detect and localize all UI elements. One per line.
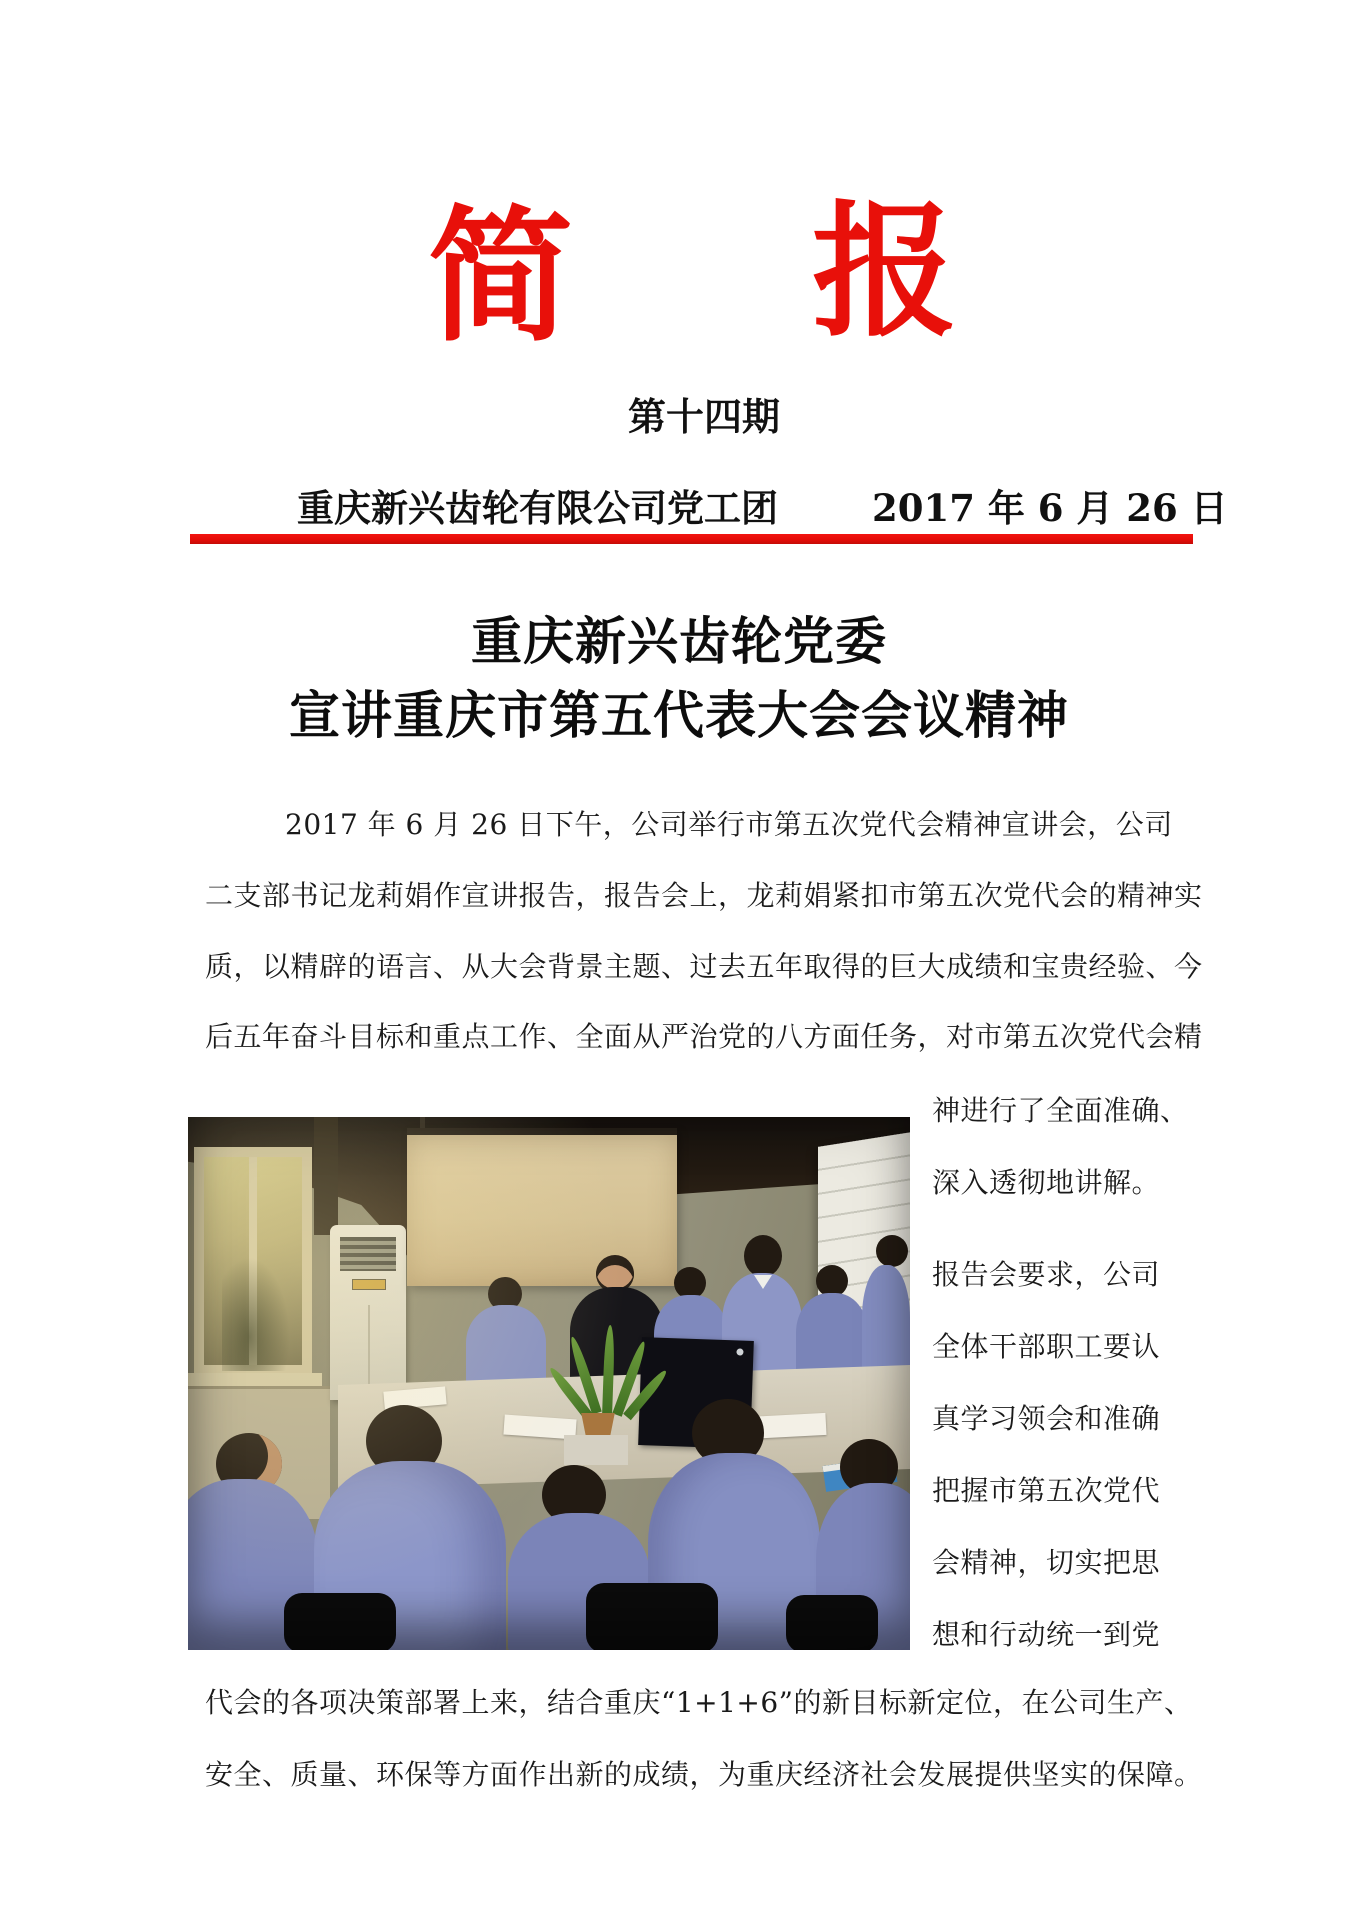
body-line: 质，以精辟的语言、从大会背景主题、过去五年取得的巨大成绩和宝贵经验、今: [205, 950, 1203, 983]
masthead-title-char-bao: 报: [812, 187, 957, 357]
meeting-photo: [188, 1117, 910, 1650]
body-line: 后五年奋斗目标和重点工作、全面从严治党的八方面任务，对市第五次党代会精: [205, 1020, 1203, 1053]
headline-line2: 宣讲重庆市第五代表大会会议精神: [288, 687, 1069, 744]
org-name: 重庆新兴齿轮有限公司党工团: [297, 486, 778, 530]
body-line: 二支部书记龙莉娟作宣讲报告，报告会上，龙莉娟紧扣市第五次党代会的精神实: [205, 879, 1203, 912]
side-line: 想和行动统一到党: [932, 1618, 1161, 1651]
side-line: 会精神，切实把思: [932, 1546, 1161, 1579]
body-line: 2017 年 6 月 26 日下午，公司举行市第五次党代会精神宣讲会，公司: [285, 808, 1173, 841]
issue-date: 2017 年 6 月 26 日: [872, 486, 1228, 530]
side-line: 神进行了全面准确、: [932, 1094, 1189, 1127]
side-line: 报告会要求，公司: [932, 1258, 1161, 1291]
side-line: 全体干部职工要认: [932, 1330, 1161, 1363]
side-line: 把握市第五次党代: [932, 1474, 1161, 1507]
masthead-title-char-jian: 简: [428, 192, 573, 362]
body-line: 安全、质量、环保等方面作出新的成绩，为重庆经济社会发展提供坚实的保障。: [205, 1758, 1203, 1791]
side-line: 真学习领会和准确: [932, 1402, 1161, 1435]
photo-vignette: [188, 1117, 910, 1650]
masthead-divider-rule: [190, 534, 1193, 544]
body-line: 代会的各项决策部署上来，结合重庆“1+1+6”的新目标新定位，在公司生产、: [205, 1686, 1193, 1719]
headline-line1: 重庆新兴齿轮党委: [470, 613, 887, 670]
side-line: 深入透彻地讲解。: [932, 1166, 1161, 1199]
issue-number: 第十四期: [627, 397, 780, 439]
